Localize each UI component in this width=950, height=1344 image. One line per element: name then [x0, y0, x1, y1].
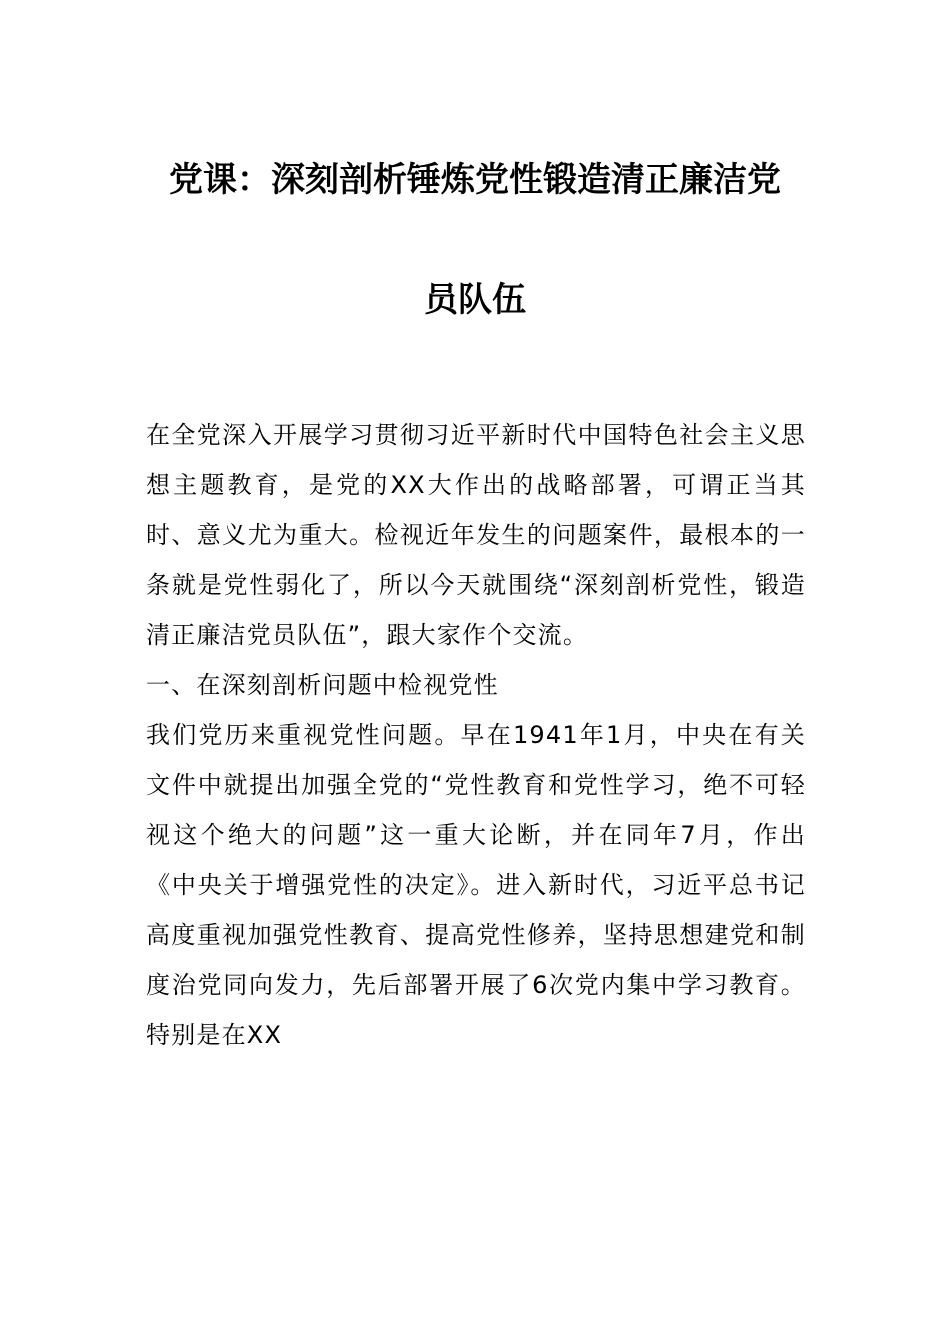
document-body	[146, 410, 806, 1060]
section-paragraph: 我们党历来重视党性问题。早在1941年1月，中央在有关文件中就提出加强全党的“党性教育和党性学习，绝不可轻视这个绝大的问题”这一重大论断，并在同年7月，作出《中央关于增强党性的决定》。进入新时代，习近平总书记高度重视加强党性教育、提高党性修养，坚持思想建党和制度治党同向发力，先后部署开展了6次党内集中学习教育。特别是在XX	[146, 721, 806, 1049]
document-title-line-2: 员队伍	[424, 280, 526, 320]
intro-paragraph: 在全党深入开展学习贯彻习近平新时代中国特色社会主义思想主题教育，是党的XX大作出的战略部署，可谓正当其时、意义尤为重大。检视近年发生的问题案件，最根本的一条就是党性弱化了，所以今天就围绕“深刻剖析党性，锻造清正廉洁党员队伍”，跟大家作个交流。	[146, 421, 806, 649]
document-title-line-1: 党课：深刻剖析锤炼党性锻造清正廉洁党	[169, 160, 781, 200]
section-heading: 一、在深刻剖析问题中检视党性	[146, 671, 499, 699]
